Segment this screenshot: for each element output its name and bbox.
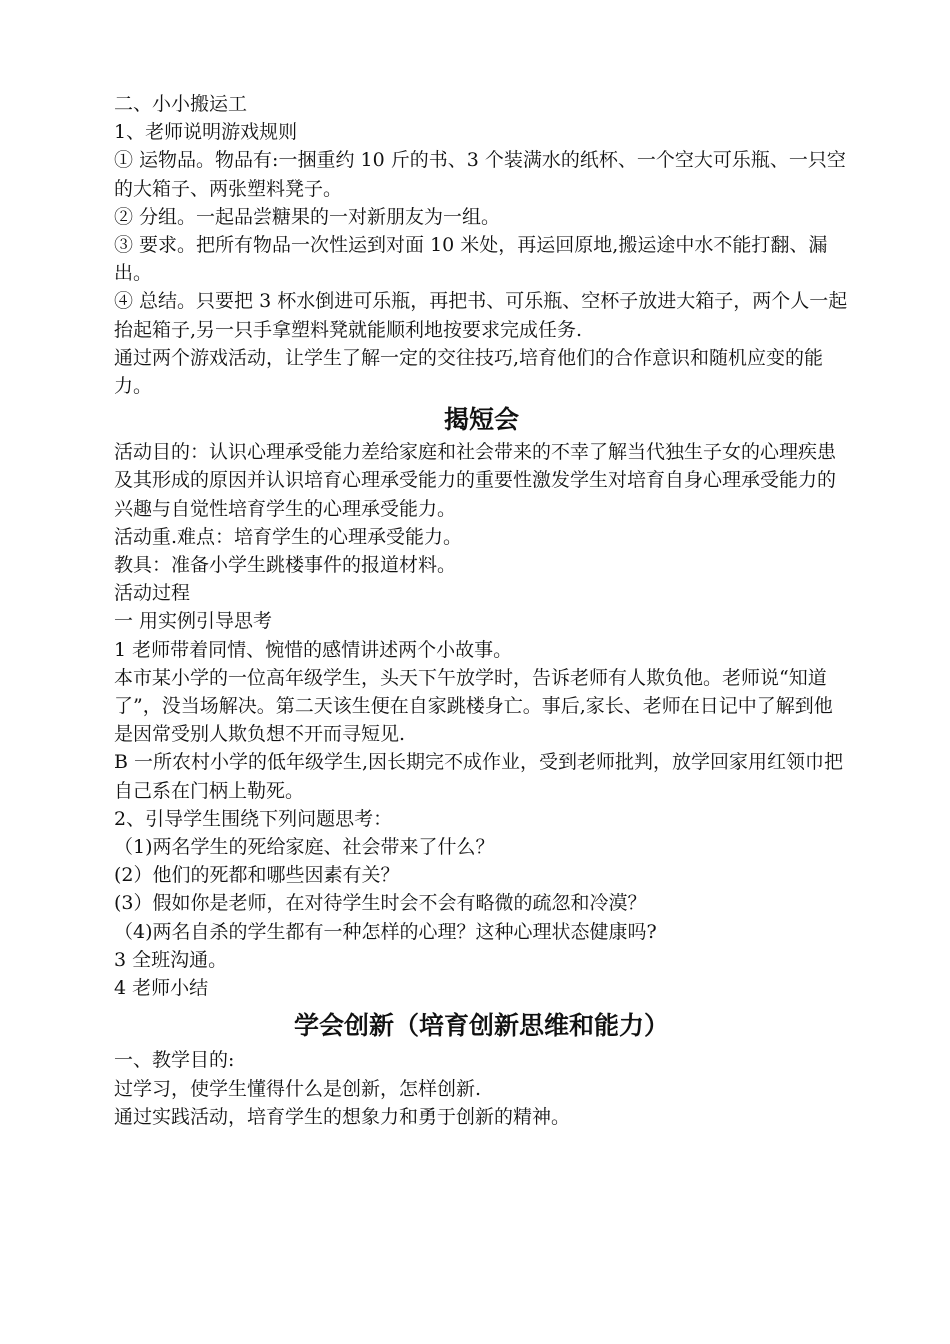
step-one-1: 1 老师带着同情、惋惜的感情讲述两个小故事。 bbox=[114, 638, 513, 661]
teaching-goal-1: 过学习，使学生懂得什么是创新，怎样创新. bbox=[114, 1077, 482, 1100]
activity-materials: 教具：准备小学生跳楼事件的报道材料。 bbox=[114, 554, 457, 577]
activity-process: 活动过程 bbox=[114, 582, 191, 605]
heading-jieduanhui: 揭短会 bbox=[443, 405, 519, 435]
rule-item-2: ② 分组。一起品尝糖果的一对新朋友为一组。 bbox=[114, 205, 501, 228]
section-two-summary: 通过两个游戏活动，让学生了解一定的交往技巧,培育他们的合作意识和随机应变的能力。 bbox=[114, 346, 824, 398]
rule-item-3: ③ 要求。把所有物品一次性运到对面 10 米处，再运回原地,搬运途中水不能打翻、漏出。 bbox=[114, 234, 828, 285]
activity-key-point: 活动重.难点：培育学生的心理承受能力。 bbox=[114, 525, 463, 548]
teaching-goal-title: 一、教学目的: bbox=[114, 1049, 235, 1072]
story-a: 本市某小学的一位高年级学生，头天下午放学时，告诉老师有人欺负他。老师说“知道了”，没当场解决。第二天该生便在自家跳楼身亡。事后,家长、老师在日记中了解到他是因常受别人欺负想不开而寻短见. bbox=[114, 666, 833, 746]
activity-goal: 活动目的：认识心理承受能力差给家庭和社会带来的不幸了解当代独生子女的心理疾患及其形成的原因并认识培育心理承受能力的重要性激发学生对培育自身心理承受能力的兴趣与自觉性培育学生的心理承受能力。 bbox=[114, 441, 837, 520]
question-2: (2）他们的死都和哪些因素有关？ bbox=[114, 864, 400, 887]
story-b: B 一所农村小学的低年级学生,因长期完不成作业，受到老师批判，放学回家用红领巾把自己系在门柄上勒死。 bbox=[114, 751, 844, 802]
heading-chuangxin: 学会创新（培育创新思维和能力） bbox=[293, 1011, 669, 1041]
section-two-title: 二、小小搬运工 bbox=[114, 93, 248, 115]
question-1: （1)两名学生的死给家庭、社会带来了什么？ bbox=[114, 836, 495, 859]
rule-item-1: ① 运物品。物品有:一捆重约 10 斤的书、3 个装满水的纸杯、一个空大可乐瓶、一只空的大箱子、两张塑料凳子。 bbox=[114, 149, 846, 200]
rule-item-4: ④ 总结。只要把 3 杯水倒进可乐瓶，再把书、可乐瓶、空杯子放进大箱子，两个人一起抬起箱子,另一只手拿塑料凳就能顺利地按要求完成任务. bbox=[114, 290, 848, 341]
step-one: 一 用实例引导思考 bbox=[114, 610, 273, 633]
step-four: 4 老师小结 bbox=[114, 977, 209, 1000]
step-three: 3 全班沟通。 bbox=[114, 948, 228, 971]
rule-heading: 1、老师说明游戏规则 bbox=[114, 121, 298, 144]
document-page bbox=[114, 90, 849, 1131]
question-3: (3）假如你是老师，在对待学生时会不会有略微的疏忽和冷漠？ bbox=[114, 892, 647, 915]
guide-questions: 2、引导学生围绕下列问题思考： bbox=[114, 807, 393, 830]
question-4: （4)两名自杀的学生都有一种怎样的心理？这种心理状态健康吗? bbox=[114, 920, 657, 943]
teaching-goal-2: 通过实践活动，培育学生的想象力和勇于创新的精神。 bbox=[114, 1105, 571, 1128]
